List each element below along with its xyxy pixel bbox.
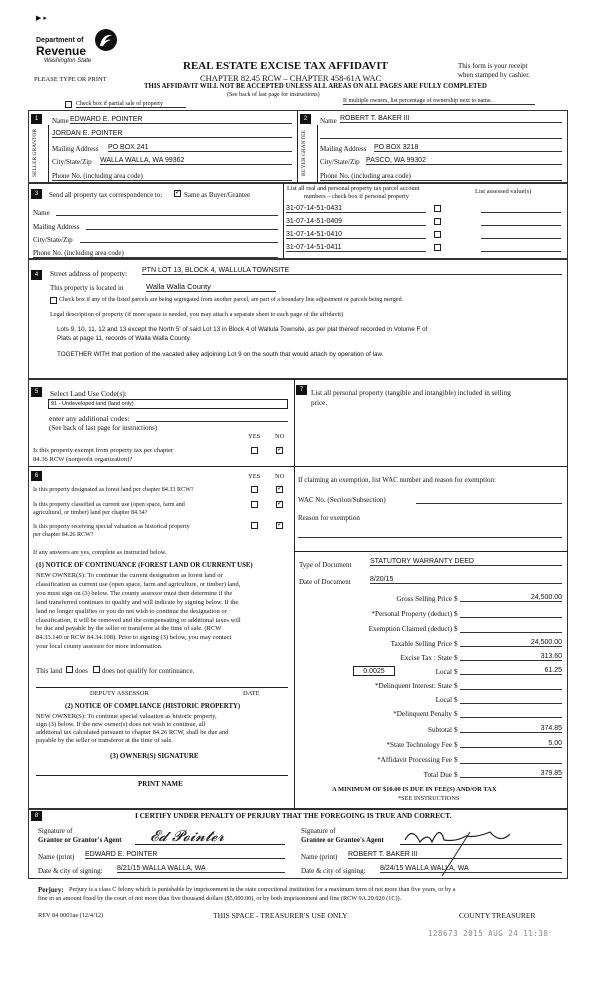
land-use-label: Select Land Use Code(s): [50,389,127,398]
correspondence-phone-label: Phone No. (including area code) [33,249,278,258]
tax-row-processing-fee [298,754,564,765]
reason-label: Reason for exemption [298,514,360,522]
tax-row-excise-local [298,666,564,677]
recording-stamp: 128673 2015 AUG 24 11:38 [428,929,549,938]
local-rate-box: 0.0025 [353,666,395,676]
buyer-phone-label: Phone No. (including area code) [320,172,562,181]
grantor-date-city: 8/21/15 WALLA WALLA, WA [117,865,285,873]
section-4-number: 4 [31,270,42,280]
forest-land-question: Is this property designated as forest land per chapter 84.33 RCW? [33,487,194,493]
tax-label: Local [435,668,452,676]
section-2-number: 2 [300,114,311,124]
treasurer-space: THIS SPACE - TREASURER'S USE ONLY [213,911,348,920]
exemption-label: If claiming an exemption, list WAC number and reason for exemption: [298,476,496,484]
dollar-sign: $ [454,756,458,764]
legal-description-2: Plats at page 11, records of Walla Walla County. [57,335,192,342]
dollar-sign: $ [454,696,458,704]
partial-sale-label: Check box if partial sale of property [76,101,186,108]
tax-value [460,709,562,718]
notice-continuance-line: NEW OWNER(S): To continue the current designation as forest land or [36,572,223,579]
buyer-side-rule [317,125,318,183]
buyer-name-1: ROBERT T. BAKER III [340,115,562,123]
perjury-text-2: fine in an amount fixed by the court of not more than five thousand dollars ($5,000.00), or by both imprisonment and fine (RCW 9A.20.020 (1C)). [38,895,402,902]
tax-label: *Personal Property (deduct) [371,610,452,618]
parcel-number: 31-07-14-51-0431 [286,205,426,213]
section-7-number: 7 [296,385,307,395]
grantor-print-label: Name (print) [38,853,75,861]
tax-row-personal [298,608,564,619]
form-warning: THIS AFFIDAVIT WILL NOT BE ACCEPTED UNLESS ALL AREAS ON ALL PAGES ARE FULLY COMPLETED [144,83,487,90]
land-use-code: 91 - Undeveloped land (land only) [51,401,134,407]
tax-label: *Delinquent Penalty [393,710,452,718]
dollar-sign: $ [454,654,458,662]
correspondence-name-label: Name [33,209,50,217]
receipt-note-1: This form is your receipt [458,62,528,70]
dollar-sign: $ [454,741,458,749]
form-title: REAL ESTATE EXCISE TAX AFFIDAVIT [183,60,388,72]
s5-no-header: NO [275,433,285,440]
current-use-no-checkbox[interactable] [276,501,283,508]
tax-value [460,755,562,764]
notice-continuance-line: land no longer qualifies or you do not wish to continue the designation or [36,607,227,615]
parcel-row-4 [286,244,566,255]
assessed-header: List assessed value(s) [475,188,532,195]
notice-compliance-body [36,713,228,745]
tax-value [460,681,562,690]
buyer-city-label: City/State/Zip [320,158,360,166]
tax-row-gross [298,593,564,604]
section-5-7-divider [294,379,295,809]
seller-city-label: City/State/Zip [52,158,92,166]
corner-mark: ▶ ▸ [36,15,47,22]
parcel-header-1: List all real and personal property tax parcel account [287,185,420,192]
perjury-text-1: Perjury is a class C felony which is punishable by imprisonment in the state correctional institution for a maximum term of not more than five years, or by a [69,886,456,893]
notice-continuance-line: classification as current use (open space, farm and agriculture, or timber) land, [36,580,241,588]
dollar-sign: $ [454,640,458,648]
correspondence-city-label: City/State/Zip [33,236,73,244]
notice-compliance-line: NEW OWNER(S): To continue special valuation as historic property, [36,713,217,720]
s6-yes-header: YES [248,473,261,480]
buyer-city: PASCO, WA 99302 [366,157,562,165]
s6-no-header: NO [275,473,285,480]
buyer-name-2-line [320,130,562,139]
tax-value: 313.60 [460,653,562,661]
historic-question-2: per chapter 84.26 RCW? [33,532,94,538]
correspondence-city-line [80,235,278,243]
dollar-sign: $ [454,668,458,676]
notice-continuance-line: be due and payable by the seller or transferor at the time of sale. (RCW [36,625,222,633]
grantee-agent-label: Grantee or Grantee's Agent [301,836,384,844]
multiple-owners-note: If multiple owners, list percentage of ownership next to name. [343,98,535,105]
parcel-row-3 [286,231,566,242]
notice-continuance-line: 84.33.140 or RCW 84.34.108). Prior to signing (3) below, you may contact [36,634,232,642]
tax-label: Total Due [423,771,452,779]
if-any-yes-note: If any answers are yes, complete as instructed below. [33,549,167,556]
section-6-number: 6 [31,471,42,481]
parcel-row-2 [286,218,566,229]
tax-value: 379.85 [460,770,562,778]
agency-line2: Revenue [36,44,87,58]
agency-line1: Department of [36,37,84,44]
land-use-select[interactable] [48,399,288,409]
dollar-sign: $ [454,710,458,718]
assessed-value-line [481,244,561,252]
forest-yes-checkbox[interactable] [251,486,258,493]
segregated-checkbox[interactable] [50,297,57,304]
form-id: REV 84 0001ae (12/4/12) [38,912,104,919]
grantor-date-label: Date & city of signing: [38,867,103,875]
seller-city: WALLA WALLA, WA 99362 [100,157,292,165]
correspondence-mailing-line [86,222,278,230]
personal-property-text-2: price. [311,399,328,407]
notice-continuance-line: you must sign on (3) below. The county assessor must then determine if the [36,589,233,597]
additional-codes-line [136,413,288,422]
correspondence-mailing-label: Mailing Address [33,223,80,231]
tax-label: *Affidavit Processing Fee [377,756,452,764]
grantee-date-label: Date & city of signing: [301,867,366,875]
tax-row-subtotal [298,724,564,735]
section-7-exemption-divider [294,466,568,467]
section-3-number: 3 [31,189,42,199]
parcel-number: 31-07-14-51-0409 [286,218,426,226]
tax-label: *Delinquent Interest: State [374,682,452,690]
same-as-buyer-checkbox[interactable] [174,190,181,197]
parcel-row-1 [286,205,566,216]
land-does-label: does [75,667,88,675]
current-use-question-2: agricultural, or timber) land per chapter 84.34? [33,510,148,516]
tax-row-total [298,769,564,780]
section-8-number: 8 [31,811,42,821]
doc-date: 8/20/15 [370,576,562,584]
additional-codes-label: enter any additional codes: [49,414,130,423]
deputy-signature-line [36,687,288,688]
notice-continuance-line: land transferred continues to qualify and will indicate by signing below. If the [36,598,239,606]
exempt-question-2: 84.36 RCW (nonprofit organization)? [33,456,133,463]
notice-compliance-line: additional tax calculated pursuant to chapter 84.26 RCW, shall be due and [36,729,229,736]
correspondence-name-line [56,208,278,216]
owner-signature-line [36,775,288,776]
legal-description-1: Lots 9, 10, 11, 12 and 13 except the North 5' of said Lot 13 in Block 4 of Wallula Townsite, as per plat thereof recorded in Volume F of [57,326,428,333]
assessed-value-line [481,218,561,226]
s5-yes-header: YES [248,433,261,440]
dollar-sign: $ [454,682,458,690]
perjury-label: Perjury: [38,886,64,894]
see-back-instructions: (See back of last page for instructions) [227,92,320,98]
dollar-sign: $ [454,726,458,734]
personal-property-checkbox[interactable] [434,231,441,238]
wac-line [416,495,562,504]
personal-property-text-1: List all personal property (tangible and intangible) included in selling [311,389,511,397]
agency-logo [36,28,126,68]
minimum-due-note: A MINIMUM OF $10.00 IS DUE IN FEE(S) AND/OR TAX [332,786,497,793]
section-1-number: 1 [31,114,42,124]
county-treasurer: COUNTY TREASURER [459,911,536,920]
this-land-label: This land [36,667,63,675]
tax-value: 61.25 [460,667,562,675]
tax-row-excise-state [298,652,564,663]
street-address: PTN LOT 13, BLOCK 4, WALLULA TOWNSITE [142,267,562,275]
tax-value: 374.85 [460,725,562,733]
legal-description-label: Legal description of property (if more space is needed, you may attach a separate sheet to each page of the affidavit) [50,311,344,318]
assessed-value-line [481,231,561,239]
form-subtitle: CHAPTER 82.45 RCW – CHAPTER 458-61A WAC [200,73,382,83]
seller-name-1: EDWARD E. POINTER [70,116,292,124]
reason-line [298,532,562,538]
print-name-label: PRINT NAME [138,780,183,788]
dollar-sign: $ [454,625,458,633]
parcel-header-2: numbers – check box if personal property [304,193,409,200]
tax-row-delinquent-state [298,680,564,691]
seller-mailing: PO BOX 241 [108,144,292,152]
wac-label: WAC No. (Section/Subsection) [298,496,386,504]
notice-compliance-title: (2) NOTICE OF COMPLIANCE (HISTORIC PROPERTY) [65,703,241,710]
land-does-checkbox[interactable] [66,666,73,673]
land-does-not-checkbox[interactable] [93,666,100,673]
dollar-sign: $ [454,610,458,618]
tax-label: *State Technology Fee [386,741,452,749]
exempt-no-checkbox[interactable] [276,447,283,454]
grantee-print-label: Name (print) [301,853,338,861]
tax-row-taxable [298,638,564,649]
tax-row-exemption [298,623,564,634]
tax-value [460,624,562,633]
notice-compliance-line: sign (3) below. If the new owner(s) does not wish to continue, all [36,721,206,728]
please-type: PLEASE TYPE OR PRINT [34,76,107,83]
parcel-number: 31-07-14-51-0410 [286,231,426,239]
see-instructions-note: *SEE INSTRUCTIONS [398,795,460,802]
grantor-agent-label: Grantor or Grantor's Agent [38,836,122,844]
tax-row-tech-fee [298,739,564,750]
tax-value: 24,500.00 [460,639,562,647]
grantor-print-name: EDWARD E. POINTER [85,851,285,859]
located-in-label: This property is located in [50,284,124,292]
grantor-signature: 𝓔𝓭 𝓟𝓸𝓲𝓷𝓽𝓮𝓻 [150,827,225,845]
assessed-value-line [481,205,561,213]
dollar-sign: $ [454,595,458,603]
parcel-number: 31-07-14-51-0411 [286,244,426,252]
located-county: Walla Walla County [146,282,276,292]
doc-type-label: Type of Document [299,561,352,569]
current-use-yes-checkbox[interactable] [251,501,258,508]
seller-mailing-label: Mailing Address [52,145,99,153]
grantor-signature-label: Signature of [38,827,73,835]
tax-calculation [298,593,564,793]
agency-line3: Washington State [44,58,92,64]
historic-yes-checkbox[interactable] [251,522,258,529]
personal-property-checkbox[interactable] [434,205,441,212]
section-3-divider [283,183,284,259]
notice-continuance-body [36,572,241,652]
buyer-mailing: PO BOX 3218 [374,144,562,152]
tax-label: Gross Selling Price [396,595,452,603]
tax-label: Excise Tax : State [400,654,452,662]
revenue-logo-icon [94,28,118,52]
forest-no-checkbox[interactable] [276,486,283,493]
notice-continuance-line: classification, it will be removed and the compensating or additional taxes will [36,616,241,624]
current-use-question-1: Is this property classified as current use (open space, farm and [33,502,185,508]
personal-property-checkbox[interactable] [434,244,441,251]
seller-name-2: JORDAN E. POINTER [52,130,292,138]
tax-row-delinquent-penalty [298,708,564,719]
notice-compliance-line: payable by the seller or transferor at the time of sale. [36,737,173,744]
tax-value: 5.00 [460,740,562,748]
tax-label: Local [435,696,452,704]
deputy-date-label: DATE [243,690,260,697]
historic-question-1: Is this property receiving special valuation as historical property [33,524,190,530]
same-as-buyer-label: Same as Buyer/Grantee [184,191,251,199]
grantee-signature-label: Signature of [301,827,336,835]
historic-no-checkbox[interactable] [276,522,283,529]
segregated-label: Check box if any of the listed parcels are being segregated from another parcel, are part of a boundary line adjustment or parcels being merged. [59,297,404,303]
doc-type: STATUTORY WARRANTY DEED [370,558,562,566]
notice-continuance-title: (1) NOTICE OF CONTINUANCE (FOREST LAND OR CURRENT USE) [36,562,253,569]
send-correspondence-label: Send all property tax correspondence to: [49,191,163,199]
dollar-sign: $ [454,771,458,779]
seller-grantor-label: SELLER GRANTOR [32,128,38,178]
exempt-question-1: Is this property exempt from property tax per chapter [33,447,174,454]
land-does-not-label: does not qualify for continuance. [102,667,195,675]
section-divider-1-2 [297,110,298,183]
tax-value: 24,500.00 [460,594,562,602]
buyer-grantee-label: BUYER GRANTEE [301,130,307,176]
deputy-assessor-label: DEPUTY ASSESSOR [90,690,149,697]
grantee-date-city: 8/24/15 WALLA WALLA, WA [380,865,562,873]
seller-phone-label: Phone No. (including area code) [52,172,292,181]
street-address-label: Street address of property: [50,269,128,278]
grantee-print-name: ROBERT T. BAKER III [348,851,562,859]
tax-value [460,609,562,618]
personal-property-checkbox[interactable] [434,218,441,225]
buyer-name-label: Name [320,117,337,125]
receipt-note-2: when stamped by cashier. [458,71,530,79]
certify-statement: I CERTIFY UNDER PENALTY OF PERJURY THAT THE FOREGOING IS TRUE AND CORRECT. [135,812,452,820]
seller-name-label: Name [52,117,69,125]
section-7-doc-divider [294,551,568,552]
tax-label: Subtotal [428,726,452,734]
owner-signature-title: (3) OWNER(S) SIGNATURE [110,752,199,760]
notice-continuance-line: your local county assessor for more information. [36,643,163,651]
section-5-number: 5 [31,387,42,397]
tax-value [460,695,562,704]
section-5-6-divider [28,466,294,467]
tax-label: Taxable Selling Price [390,640,452,648]
buyer-mailing-label: Mailing Address [320,145,367,153]
exempt-yes-checkbox[interactable] [251,447,258,454]
partial-sale-checkbox[interactable] [65,101,72,108]
land-use-see-back: (See back of last page for instructions) [49,424,158,432]
legal-description-3: TOGETHER WITH that portion of the vacated alley adjoining Lot 9 on the south that would attach by operation of law. [57,351,384,358]
tax-row-delinquent-local [298,694,564,705]
doc-date-label: Date of Document [299,578,351,586]
tax-label: Exemption Claimed (deduct) [368,625,452,633]
seller-side-rule [48,125,49,183]
